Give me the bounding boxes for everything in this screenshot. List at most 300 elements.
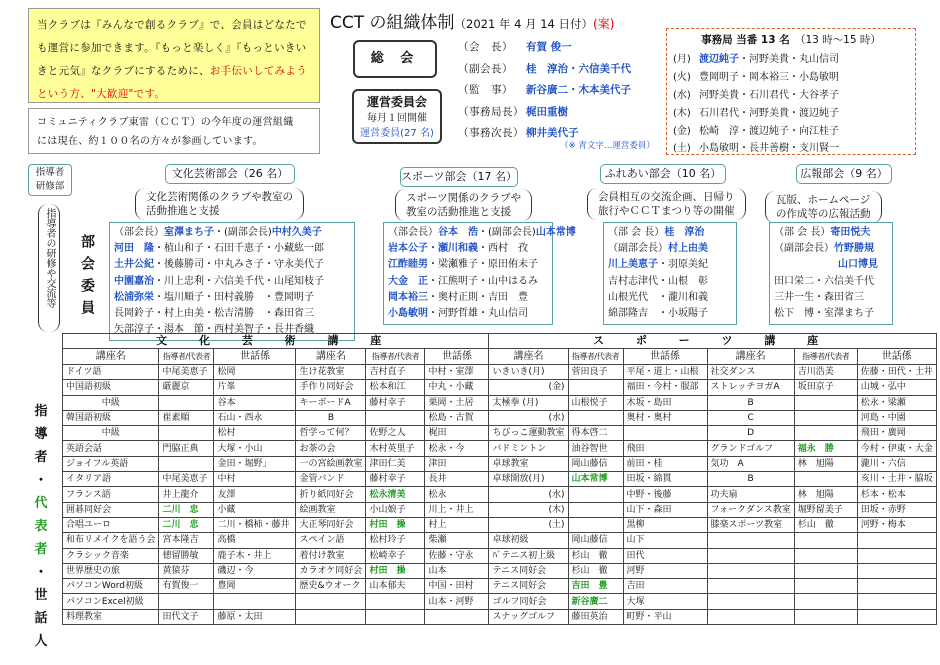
- table-cell: イタリア語: [63, 472, 159, 487]
- steering-title: 運営委員会: [366, 95, 427, 109]
- table-cell: 津田仁美: [366, 456, 425, 471]
- table-row: [63, 380, 937, 395]
- table-cell: 着付け教室: [296, 548, 366, 563]
- dept-fureai: ふれあい部会（10 名）: [600, 164, 726, 184]
- instructor-description: 指導者の研修や交流等: [44, 208, 55, 308]
- table-cell: 膝楽スポーツ教室: [707, 517, 794, 532]
- table-cell: [159, 426, 214, 441]
- table-cell: ドイツ語: [63, 365, 159, 380]
- table-cell: 卓球初級: [489, 533, 568, 548]
- duty-staff: 小島敏明・長井善樹・支川賢一: [699, 143, 839, 155]
- draft-label: (案): [593, 17, 615, 31]
- duty-staff: 豊岡明子・岡本裕三・小島敏明: [699, 72, 839, 84]
- duty-row: [673, 67, 909, 85]
- table-cell: [794, 548, 857, 563]
- table-row: [63, 410, 937, 425]
- table-cell: 木村英里子: [366, 441, 425, 456]
- leaders-label-char: ・: [34, 473, 48, 488]
- table-cell: 二川 忠: [159, 517, 214, 532]
- duty-row: [673, 85, 909, 103]
- table-row: [63, 472, 937, 487]
- table-cell: 中村: [214, 472, 296, 487]
- duty-day: (火): [673, 72, 691, 84]
- leaders-label-char: 指: [34, 404, 48, 419]
- table-column-header: [63, 349, 937, 365]
- table-cell: [794, 609, 857, 624]
- table-cell: パソコンWord初級: [63, 579, 159, 594]
- course-table: [62, 333, 937, 625]
- intro-highlight: "大歓迎": [91, 88, 134, 100]
- fureai-members: （部 会 長）桂 淳治 （副部会長）村上由美 川上美恵子・羽原美紀 吉村志津代・山根 彰 山根光代 ・瀧川和義 綿部隆吉 ・小坂陽子: [603, 222, 737, 325]
- table-cell: 栗岡・土居: [425, 395, 489, 410]
- table-cell: 世界歴史の旅: [63, 563, 159, 578]
- table-cell: 村上: [425, 517, 489, 532]
- table-cell: 木坂・島田: [623, 395, 707, 410]
- officer-role: （副会長）: [458, 62, 513, 75]
- table-row: [63, 365, 937, 380]
- leaders-label: [32, 400, 50, 653]
- column-header: 講座名: [296, 349, 366, 365]
- table-cell: 佐野之人: [366, 426, 425, 441]
- table-cell: バドミントン: [489, 441, 568, 456]
- table-cell: 生け花教室: [296, 365, 366, 380]
- bunka-courses-header: 文 化 芸 術 講 座: [63, 334, 489, 349]
- table-cell: 大塚・小山: [214, 441, 296, 456]
- table-cell: 得本啓二: [568, 426, 623, 441]
- table-cell: [857, 563, 936, 578]
- leaders-label-char: 人: [34, 634, 48, 649]
- table-cell: 河野・梅本: [857, 517, 936, 532]
- table-cell: 佐藤・守永: [425, 548, 489, 563]
- table-cell: 山根悦子: [568, 395, 623, 410]
- table-cell: 厳麗京: [159, 380, 214, 395]
- table-cell: 亥川・土井・脇坂: [857, 472, 936, 487]
- dept-sports-desc: スポーツ関係のクラブや 教室の活動推進と支援: [395, 189, 532, 221]
- table-cell: [794, 594, 857, 609]
- table-row: [63, 517, 937, 532]
- table-cell: 中野・後藤: [623, 487, 707, 502]
- table-cell: [366, 594, 425, 609]
- secretariat-box: [666, 28, 916, 155]
- table-cell: 藤原・太田: [214, 609, 296, 624]
- table-cell: 山下・森田: [623, 502, 707, 517]
- officer-name: 有賀 俊一: [526, 41, 572, 54]
- table-cell: 中級: [63, 395, 159, 410]
- table-cell: 田坂・赤野: [857, 502, 936, 517]
- table-cell: テニス同好会: [489, 579, 568, 594]
- table-cell: 中村・室澤: [425, 365, 489, 380]
- table-cell: 大正琴同好会: [296, 517, 366, 532]
- table-cell: 英語会話: [63, 441, 159, 456]
- leaders-label-char: 表: [34, 519, 48, 534]
- table-cell: [296, 594, 366, 609]
- duty-lead: 渡辺純子: [699, 54, 739, 66]
- table-cell: 田代: [623, 548, 707, 563]
- table-cell: B: [296, 410, 366, 425]
- table-cell: 村田 操: [366, 563, 425, 578]
- table-cell: 卓球開放(月): [489, 472, 568, 487]
- column-header: 講座名: [489, 349, 568, 365]
- table-cell: 中級: [63, 426, 159, 441]
- table-cell: 石山・西永: [214, 410, 296, 425]
- table-cell: [623, 426, 707, 441]
- officer-name: 梶田重樹: [526, 105, 568, 118]
- table-cell: [707, 548, 794, 563]
- table-cell: スペイン語: [296, 533, 366, 548]
- table-cell: 柴瀬: [425, 533, 489, 548]
- table-row: [63, 563, 937, 578]
- duty-day: (月): [673, 54, 691, 66]
- table-cell: 中国語初級: [63, 380, 159, 395]
- table-cell: 山本常博: [568, 472, 623, 487]
- title-date: （2021 年 4 月 14 日付）: [454, 17, 594, 31]
- table-cell: 平尾・道上・山根: [623, 365, 707, 380]
- table-cell: 松永: [425, 487, 489, 502]
- table-cell: 気功 A: [707, 456, 794, 471]
- table-cell: 藤田英治: [568, 609, 623, 624]
- table-cell: 奥村・奥村: [623, 410, 707, 425]
- duty-row: [673, 138, 909, 156]
- table-cell: [214, 594, 296, 609]
- leaders-label-char: 話: [34, 611, 48, 626]
- leaders-label-char: 導: [34, 427, 48, 442]
- table-row: [63, 609, 937, 624]
- table-cell: ジョイフル英語: [63, 456, 159, 471]
- table-cell: 吉田 豊: [568, 579, 623, 594]
- table-cell: [366, 410, 425, 425]
- table-cell: [794, 533, 857, 548]
- table-cell: 豊岡: [214, 579, 296, 594]
- table-cell: [794, 579, 857, 594]
- table-cell: 松崎幸子: [366, 548, 425, 563]
- table-cell: 松岡: [214, 365, 296, 380]
- table-cell: 高橋: [214, 533, 296, 548]
- table-cell: キーボードA: [296, 395, 366, 410]
- table-cell: (金): [489, 380, 568, 395]
- table-cell: スナッグゴルフ: [489, 609, 568, 624]
- table-cell: 松村玲子: [366, 533, 425, 548]
- table-cell: 岡山藤信: [568, 456, 623, 471]
- table-cell: 松永・今: [425, 441, 489, 456]
- table-cell: 中尾美恵子: [159, 365, 214, 380]
- intro-line: も運営に参加できます。『もっと楽しく』『もっといきい: [37, 42, 307, 54]
- duty-staff: 松崎 淳・渡辺純子・向江桂子: [699, 125, 839, 137]
- column-header: 指導者/代表者: [159, 349, 214, 365]
- table-cell: 功夫扇: [707, 487, 794, 502]
- table-cell: [159, 395, 214, 410]
- table-cell: 菅田良子: [568, 365, 623, 380]
- table-cell: 山本・河野: [425, 594, 489, 609]
- table-cell: ゴルフ同好会: [489, 594, 568, 609]
- table-cell: [794, 395, 857, 410]
- dept-fureai-desc: 会員相互の交流企画、日帰り 旅行やＣＣＴまつり等の開催: [587, 188, 746, 220]
- table-cell: 村田 操: [366, 517, 425, 532]
- table-cell: 松島・古賀: [425, 410, 489, 425]
- leaders-label-char: 代: [34, 496, 48, 511]
- instructor-training-label: 研修部: [35, 181, 65, 192]
- column-header: 指導者/代表者: [366, 349, 425, 365]
- intro-highlight: お手伝いしてみよう: [209, 65, 308, 77]
- table-cell: 絵画教室: [296, 502, 366, 517]
- table-cell: 前田・桂: [623, 456, 707, 471]
- table-cell: [568, 410, 623, 425]
- duty-staff: 石川君代・河野美貴・渡辺純子: [699, 107, 839, 119]
- dept-sports: スポーツ部会（17 名）: [400, 167, 518, 187]
- table-row: [63, 548, 937, 563]
- table-cell: 松永清美: [366, 487, 425, 502]
- table-cell: 金田・堀野」: [214, 456, 296, 471]
- table-cell: ストレッチヨガA: [707, 380, 794, 395]
- bunka-members: （部会長）室澤まち子・(副部会長)中村久美子 河田 隆・植山和子・石田千恵子・小藏紘一郎 土井公紀・後藤勝司・中丸みさ子・守永美代子 中園嘉治・川上忠利・六信美千代・山尾知枝子 松浦弥栄・塩川順子・田村義勝 ・豊岡明子 長岡鈴子・村上由美・松吉清勝 ・森田省三 矢部淳子・湯本 節・西村美智子・長井香織: [109, 222, 355, 341]
- table-cell: 折り紙同好会: [296, 487, 366, 502]
- table-cell: 松村: [214, 426, 296, 441]
- secretariat-title: 事務局 当番 13 名: [701, 34, 790, 46]
- table-cell: フランス語: [63, 487, 159, 502]
- intro-highlight: という方、: [37, 88, 91, 100]
- duty-staff: ・河野美貴・丸山信司: [739, 54, 839, 66]
- table-cell: [857, 579, 936, 594]
- table-cell: 林 旭陽: [794, 487, 857, 502]
- note-line: には現在、約１００名の方々が参画しています。: [37, 136, 263, 147]
- table-cell: 田代文子: [159, 609, 214, 624]
- intro-notice: [28, 8, 320, 103]
- table-cell: [794, 410, 857, 425]
- officer-note: （※ 青文字…運営委員）: [560, 141, 655, 151]
- table-cell: 手作り同好会: [296, 380, 366, 395]
- table-cell: D: [707, 426, 794, 441]
- table-cell: 料理教室: [63, 609, 159, 624]
- table-cell: 崔素順: [159, 410, 214, 425]
- table-cell: [568, 487, 623, 502]
- officer-row: [458, 58, 688, 80]
- table-cell: [568, 502, 623, 517]
- table-cell: 坂田京子: [794, 380, 857, 395]
- table-cell: 哲学って何？: [296, 426, 366, 441]
- table-cell: 油谷智世: [568, 441, 623, 456]
- table-cell: 大塚: [623, 594, 707, 609]
- table-cell: 社交ダンス: [707, 365, 794, 380]
- steering-count: 運営委員(27 名): [360, 128, 434, 139]
- table-cell: 河島・中園: [857, 410, 936, 425]
- dept-bunka-desc: 文化芸術関係のクラブや教室の 活動推進と支援: [135, 188, 304, 220]
- table-cell: [794, 426, 857, 441]
- table-cell: 門脇正典: [159, 441, 214, 456]
- table-cell: 井上龍介: [159, 487, 214, 502]
- title-main: CCT の組織体制: [330, 13, 455, 33]
- table-cell: 堀野留美子: [794, 502, 857, 517]
- table-cell: [794, 563, 857, 578]
- table-cell: 吉川浩美: [794, 365, 857, 380]
- table-cell: パソコンExcel初級: [63, 594, 159, 609]
- officer-name: 新谷廣二・木本美代子: [526, 84, 631, 97]
- duty-day: (土): [673, 143, 691, 155]
- table-cell: 金管バンド: [296, 472, 366, 487]
- officer-row: [458, 36, 688, 58]
- table-cell: (木): [489, 502, 568, 517]
- table-cell: 津田: [425, 456, 489, 471]
- table-cell: 杉山 徹: [568, 548, 623, 563]
- table-cell: 岡山藤信: [568, 533, 623, 548]
- table-cell: [568, 380, 623, 395]
- table-cell: (土): [489, 517, 568, 532]
- column-header: 世話係: [425, 349, 489, 365]
- table-cell: 林 旭陽: [794, 456, 857, 471]
- table-cell: [707, 594, 794, 609]
- table-cell: 山城・弘中: [857, 380, 936, 395]
- table-cell: 一の宮絵画教室: [296, 456, 366, 471]
- column-header: 指導者/代表者: [794, 349, 857, 365]
- koho-members: （部 会 長）寄田悦夫 （副部会長）竹野勝規 山口博見 田口栄二・六信美千代 三井一生・森田省三 松下 博・室澤まち子: [769, 222, 893, 325]
- table-cell: B: [707, 395, 794, 410]
- table-cell: 小藏: [214, 502, 296, 517]
- officer-role: （事務局長）: [458, 105, 524, 118]
- intro-line: 当クラブは『みんなで創るクラブ』で、会員はどなたで: [37, 19, 307, 31]
- table-cell: B: [707, 472, 794, 487]
- column-header: 講座名: [707, 349, 794, 365]
- intro-line: きと元気』なクラブにするために、: [37, 65, 210, 77]
- officer-role: （監 事）: [458, 84, 513, 97]
- table-cell: カラオケ同好会: [296, 563, 366, 578]
- officer-name: 柳井美代子: [526, 127, 579, 140]
- table-cell: お茶の会: [296, 441, 366, 456]
- table-row: [63, 533, 937, 548]
- table-row: [63, 579, 937, 594]
- table-row: [63, 426, 937, 441]
- officer-role: （事務次長）: [458, 127, 524, 140]
- table-cell: 山下: [623, 533, 707, 548]
- table-cell: 福永 勝: [794, 441, 857, 456]
- table-cell: テニス同好会: [489, 563, 568, 578]
- column-header: 指導者/代表者: [568, 349, 623, 365]
- table-cell: [707, 609, 794, 624]
- table-cell: [296, 609, 366, 624]
- sports-members: （部会長）谷本 浩・(副部会長)山本常博 岩本公子・瀬川和義・西村 孜 江酢睦男・梁瀬雅子・原田侑未子 大金 正・江熊明子・山中はるみ 岡本裕三・奥村正則・吉田 豊 小島敏明・河野哲雄・丸山信司: [383, 222, 553, 325]
- leaders-label-char: ・: [34, 565, 48, 580]
- leaders-label-char: 世: [34, 588, 48, 603]
- table-cell: [857, 609, 936, 624]
- table-cell: ちびっこ運動教室: [489, 426, 568, 441]
- officers-list: [458, 36, 688, 144]
- duty-staff: 河野美貴・石川君代・大谷孝子: [699, 89, 839, 101]
- duty-day: (木): [673, 107, 691, 119]
- table-cell: [707, 579, 794, 594]
- table-cell: 町野・平山: [623, 609, 707, 624]
- table-cell: 囲碁同好会: [63, 502, 159, 517]
- table-cell: 友澤: [214, 487, 296, 502]
- table-cell: [794, 472, 857, 487]
- table-cell: クラシック音楽: [63, 548, 159, 563]
- table-cell: 谷本: [214, 395, 296, 410]
- table-cell: 吉田: [623, 579, 707, 594]
- table-cell: 新谷廣二: [568, 594, 623, 609]
- dept-koho: 広報部会（9 名）: [796, 164, 892, 184]
- officer-row: [458, 79, 688, 101]
- table-cell: [159, 594, 214, 609]
- table-cell: 黄猿芬: [159, 563, 214, 578]
- table-cell: ﾊﾞテニス初上級: [489, 548, 568, 563]
- table-cell: 今村・伊東・大金: [857, 441, 936, 456]
- table-row: [63, 487, 937, 502]
- officer-role: （会 長）: [458, 41, 513, 54]
- intro-highlight: です。: [133, 88, 166, 100]
- table-cell: 杉山 徹: [794, 517, 857, 532]
- table-cell: 中尾美恵子: [159, 472, 214, 487]
- table-cell: 宮本隆吉: [159, 533, 214, 548]
- officer-row: [458, 101, 688, 123]
- table-cell: [159, 456, 214, 471]
- table-cell: 二川 忠: [159, 502, 214, 517]
- column-header: 世話係: [857, 349, 936, 365]
- column-header: 世話係: [623, 349, 707, 365]
- table-cell: 黒柳: [623, 517, 707, 532]
- duty-day: (金): [673, 125, 691, 137]
- column-header: 世話係: [214, 349, 296, 365]
- table-cell: 吉村直子: [366, 365, 425, 380]
- table-cell: [857, 594, 936, 609]
- table-row: [63, 395, 937, 410]
- table-row: [63, 441, 937, 456]
- table-cell: 合唱ユーロ: [63, 517, 159, 532]
- table-cell: グランドゴルフ: [707, 441, 794, 456]
- table-cell: フォークダンス教室: [707, 502, 794, 517]
- table-cell: 有賀俊一: [159, 579, 214, 594]
- table-cell: 藤村幸子: [366, 472, 425, 487]
- committee-label: 部会委員: [79, 234, 95, 322]
- table-cell: [707, 533, 794, 548]
- duty-row: [673, 120, 909, 138]
- instructor-training-box: [28, 164, 72, 196]
- table-cell: [857, 533, 936, 548]
- table-cell: 河野: [623, 563, 707, 578]
- table-row: [63, 502, 937, 517]
- table-cell: 川上・井上: [425, 502, 489, 517]
- table-cell: 中国・田村: [425, 579, 489, 594]
- table-cell: 片峯: [214, 380, 296, 395]
- table-cell: いきいき(月): [489, 365, 568, 380]
- table-cell: 杉山 徹: [568, 563, 623, 578]
- table-cell: [425, 609, 489, 624]
- table-cell: 太極拳 (月): [489, 395, 568, 410]
- table-cell: 中丸・小藏: [425, 380, 489, 395]
- table-cell: [857, 548, 936, 563]
- duty-day: (水): [673, 89, 691, 101]
- leaders-label-char: 者: [34, 450, 48, 465]
- column-header: 講座名: [63, 349, 159, 365]
- table-row: [63, 594, 937, 609]
- table-cell: 韓国語初級: [63, 410, 159, 425]
- table-cell: 山本: [425, 563, 489, 578]
- table-cell: 磯辺・今: [214, 563, 296, 578]
- member-count-note: [28, 108, 320, 154]
- table-cell: [707, 563, 794, 578]
- leaders-label-char: 者: [34, 542, 48, 557]
- table-cell: (水): [489, 487, 568, 502]
- table-row: [63, 456, 937, 471]
- table-cell: 佐藤・田代・土井: [857, 365, 936, 380]
- table-cell: [366, 609, 425, 624]
- dept-koho-desc: 瓦版、ホームページ の作成等の広報活動: [765, 191, 882, 223]
- sports-courses-header: ス ポ ー ツ 講 座: [489, 334, 936, 349]
- steering-frequency: 毎月１回開催: [367, 113, 427, 124]
- duty-row: [673, 49, 909, 67]
- table-cell: 福田・今村・服部: [623, 380, 707, 395]
- table-cell: 鹿子木・井上: [214, 548, 296, 563]
- table-cell: C: [707, 410, 794, 425]
- table-cell: [568, 517, 623, 532]
- secretariat-hours: （13 時～15 時）: [800, 34, 881, 46]
- general-meeting-box: 総 会: [353, 40, 437, 78]
- table-cell: 松永・梁瀬: [857, 395, 936, 410]
